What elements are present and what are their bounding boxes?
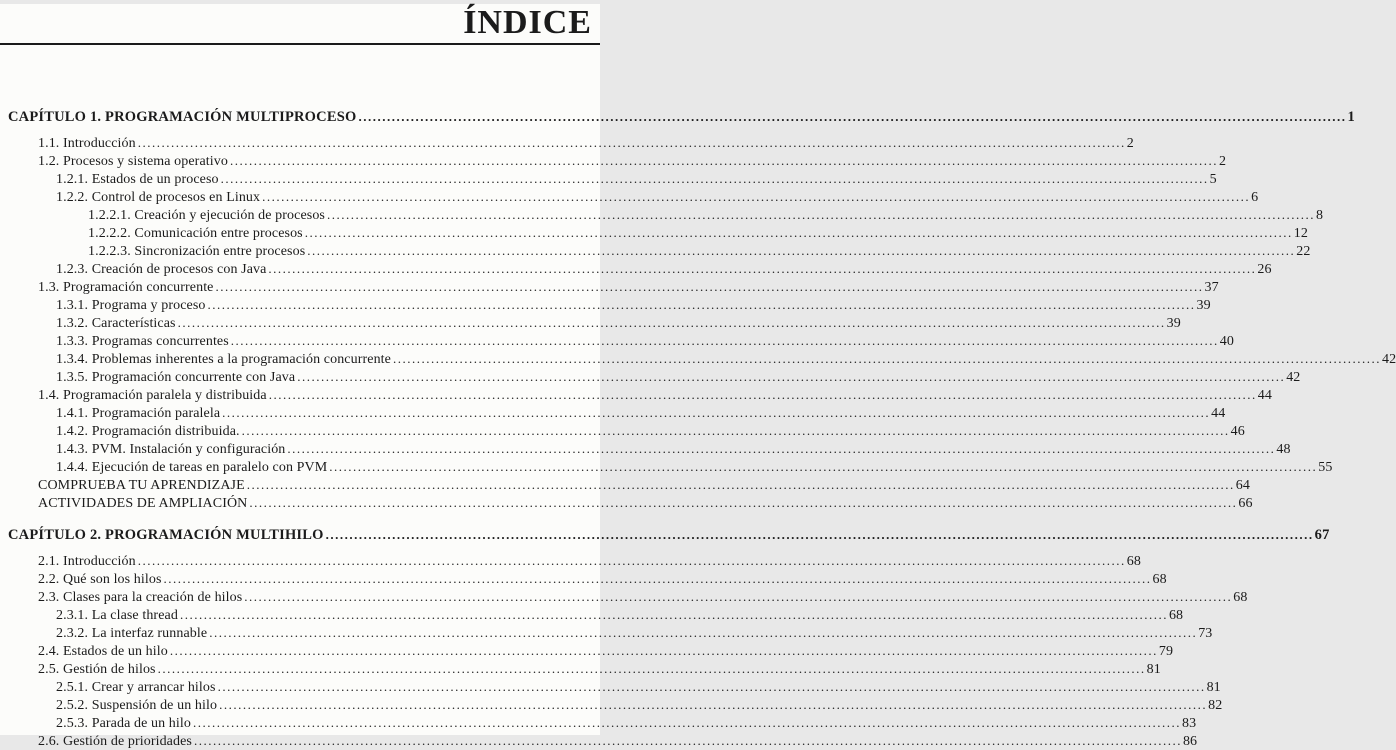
- toc-chapter-heading: [8, 108, 1355, 126]
- toc-entry-page: 86: [1182, 734, 1198, 749]
- toc-chapter-heading-label: CAPÍTULO 1. PROGRAMACIÓN MULTIPROCESO: [8, 109, 357, 125]
- toc-entry-label: 1.2.2.3. Sincronización entre procesos: [88, 244, 306, 259]
- toc-entry-label: 1.2.1. Estados de un proceso: [56, 172, 219, 187]
- toc-entry-page: 82: [1208, 698, 1223, 713]
- toc-entry-page: 44: [1257, 388, 1272, 403]
- toc-entry: [8, 714, 1197, 732]
- dot-leader: [138, 552, 1126, 570]
- toc-entry-label: 2.5.2. Suspensión de un hilo: [56, 698, 218, 713]
- toc-page: [0, 4, 1396, 749]
- toc-entry-label: 1.4. Programación paralela y distribuida: [38, 388, 267, 403]
- dot-leader: [393, 350, 1381, 368]
- toc-entry-page: 55: [1318, 460, 1333, 475]
- toc-entry: [8, 476, 1250, 494]
- toc-entry-label: 1.3. Programación concurrente: [38, 280, 214, 295]
- dot-leader: [268, 260, 1256, 278]
- dot-leader: [242, 422, 1230, 440]
- toc-entry-label: 1.4.4. Ejecución de tareas en paralelo con PVM: [56, 460, 328, 475]
- toc-entry: [8, 678, 1221, 696]
- toc-entry-page: 64: [1235, 478, 1250, 493]
- toc-entry-page: 68: [1152, 572, 1167, 587]
- toc-entry-label: 1.1. Introducción: [38, 136, 136, 151]
- toc-entry: [8, 404, 1226, 422]
- toc-entry: [8, 206, 1324, 224]
- toc-entry-page: 39: [1166, 316, 1181, 331]
- dot-leader: [180, 606, 1168, 624]
- toc-entry: [8, 188, 1259, 206]
- toc-entry-label: 2.3.1. La clase thread: [56, 608, 178, 623]
- toc-entry-page: 42: [1286, 370, 1301, 385]
- toc-entry-label: 1.3.5. Programación concurrente con Java: [56, 370, 296, 385]
- toc-entry-label: 2.4. Estados de un hilo: [38, 644, 168, 659]
- toc-entry-label: 1.2.2. Control de procesos en Linux: [56, 190, 261, 205]
- toc-entry: [8, 134, 1134, 152]
- toc-entry: [8, 296, 1211, 314]
- toc-entry: [8, 458, 1333, 476]
- toc-entry-label: 1.2.2.1. Creación y ejecución de procesos: [88, 208, 325, 223]
- toc-entry: [8, 368, 1301, 386]
- dot-leader: [158, 660, 1146, 678]
- toc-chapter: [8, 526, 1330, 750]
- toc-entry-page: 42: [1381, 352, 1396, 367]
- dot-leader: [244, 588, 1232, 606]
- toc-entry: [8, 242, 1311, 260]
- toc-entry-label: 2.1. Introducción: [38, 554, 136, 569]
- toc-chapter-heading-page: 1: [1347, 109, 1355, 125]
- dot-leader: [207, 296, 1195, 314]
- dot-leader: [329, 458, 1317, 476]
- toc-entry: [8, 260, 1272, 278]
- toc-entry: [8, 552, 1141, 570]
- dot-leader: [230, 152, 1218, 170]
- dot-leader: [216, 278, 1204, 296]
- toc-entry: [8, 624, 1213, 642]
- toc-entry-page: 2: [1218, 154, 1227, 169]
- toc-entry: [8, 314, 1181, 332]
- dot-leader: [170, 642, 1158, 660]
- toc-entry-page: 46: [1230, 424, 1245, 439]
- dot-leader: [249, 494, 1237, 512]
- toc-entry: [8, 170, 1217, 188]
- toc-entry-label: 1.2.2.2. Comunicación entre procesos: [88, 226, 303, 241]
- title-divider: [0, 43, 600, 45]
- toc-entry-label: 2.3.2. La interfaz runnable: [56, 626, 208, 641]
- dot-leader: [219, 696, 1207, 714]
- toc-chapter-heading: [8, 526, 1330, 544]
- toc-entry: [8, 224, 1308, 242]
- toc-entry-page: 81: [1146, 662, 1161, 677]
- dot-leader: [307, 242, 1295, 260]
- toc-entry: [8, 152, 1227, 170]
- toc-entry-page: 26: [1257, 262, 1272, 277]
- toc-entry: [8, 732, 1198, 750]
- toc-entry-page: 22: [1296, 244, 1311, 259]
- toc-entry-page: 83: [1181, 716, 1197, 731]
- toc-entry-page: 48: [1276, 442, 1291, 457]
- toc-entry-page: 81: [1206, 680, 1221, 695]
- toc-entry-label: 1.4.2. Programación distribuida.: [56, 424, 240, 439]
- toc-entry-page: 6: [1251, 190, 1259, 205]
- toc-entry: [8, 642, 1174, 660]
- toc-chapter-heading-label: CAPÍTULO 2. PROGRAMACIÓN MULTIHILO: [8, 527, 324, 543]
- toc-list: [8, 108, 1396, 750]
- dot-leader: [209, 624, 1197, 642]
- toc-entry-label: 1.3.3. Programas concurrentes: [56, 334, 229, 349]
- dot-leader: [326, 526, 1314, 544]
- dot-leader: [138, 134, 1126, 152]
- toc-entry: [8, 332, 1234, 350]
- toc-entry-page: 79: [1158, 644, 1174, 659]
- toc-entry: [8, 386, 1272, 404]
- toc-entry-label: 1.4.3. PVM. Instalación y configuración: [56, 442, 286, 457]
- toc-entry: [8, 422, 1245, 440]
- toc-entry-label: 1.2. Procesos y sistema operativo: [38, 154, 228, 169]
- toc-entry-page: 68: [1233, 590, 1248, 605]
- toc-entry: [8, 696, 1223, 714]
- toc-entry-page: 40: [1219, 334, 1234, 349]
- toc-entry: [8, 570, 1167, 588]
- toc-chapter-heading-page: 67: [1314, 527, 1330, 543]
- toc-entry: [8, 350, 1396, 368]
- toc-entry-label: 1.3.4. Problemas inherentes a la programación concurrente: [56, 352, 391, 367]
- toc-entry-label: 2.6. Gestión de prioridades: [38, 734, 192, 749]
- dot-leader: [231, 332, 1219, 350]
- toc-entry: [8, 494, 1253, 512]
- dot-leader: [358, 108, 1346, 126]
- dot-leader: [221, 170, 1209, 188]
- toc-entry-label: 2.2. Qué son los hilos: [38, 572, 162, 587]
- toc-entry: [8, 278, 1219, 296]
- toc-entry-label: 1.2.3. Creación de procesos con Java: [56, 262, 267, 277]
- toc-entry-page: 73: [1198, 626, 1213, 641]
- toc-entry-page: 37: [1204, 280, 1219, 295]
- toc-chapter: [8, 108, 1396, 512]
- toc-entry: [8, 588, 1248, 606]
- toc-entry-page: 68: [1126, 554, 1141, 569]
- toc-entry-label: ACTIVIDADES DE AMPLIACIÓN: [38, 496, 248, 511]
- toc-entry-label: 1.3.1. Programa y proceso: [56, 298, 206, 313]
- toc-entry-label: 2.5. Gestión de hilos: [38, 662, 156, 677]
- dot-leader: [247, 476, 1235, 494]
- toc-entry-page: 12: [1293, 226, 1308, 241]
- dot-leader: [193, 714, 1181, 732]
- toc-entry-page: 8: [1315, 208, 1324, 223]
- dot-leader: [269, 386, 1257, 404]
- toc-entry-label: 1.4.1. Programación paralela: [56, 406, 221, 421]
- toc-entry-label: COMPRUEBA TU APRENDIZAJE: [38, 478, 245, 493]
- toc-entry-page: 44: [1211, 406, 1226, 421]
- toc-entry-label: 2.5.3. Parada de un hilo: [56, 716, 191, 731]
- dot-leader: [164, 570, 1152, 588]
- dot-leader: [287, 440, 1275, 458]
- dot-leader: [327, 206, 1315, 224]
- toc-entry-page: 5: [1209, 172, 1217, 187]
- dot-leader: [297, 368, 1285, 386]
- dot-leader: [305, 224, 1293, 242]
- toc-entry: [8, 606, 1184, 624]
- toc-entry-label: 1.3.2. Características: [56, 316, 176, 331]
- dot-leader: [262, 188, 1250, 206]
- toc-entry: [8, 440, 1291, 458]
- dot-leader: [178, 314, 1166, 332]
- toc-entry-label: 2.3. Clases para la creación de hilos: [38, 590, 243, 605]
- dot-leader: [194, 732, 1182, 750]
- toc-entry-page: 2: [1126, 136, 1134, 151]
- toc-entry-label: 2.5.1. Crear y arrancar hilos: [56, 680, 216, 695]
- toc-entry-page: 68: [1168, 608, 1184, 623]
- dot-leader: [222, 404, 1210, 422]
- toc-entry-page: 39: [1196, 298, 1211, 313]
- toc-entry-page: 66: [1238, 496, 1253, 511]
- toc-entry: [8, 660, 1161, 678]
- page-title: ÍNDICE: [463, 4, 592, 41]
- dot-leader: [218, 678, 1206, 696]
